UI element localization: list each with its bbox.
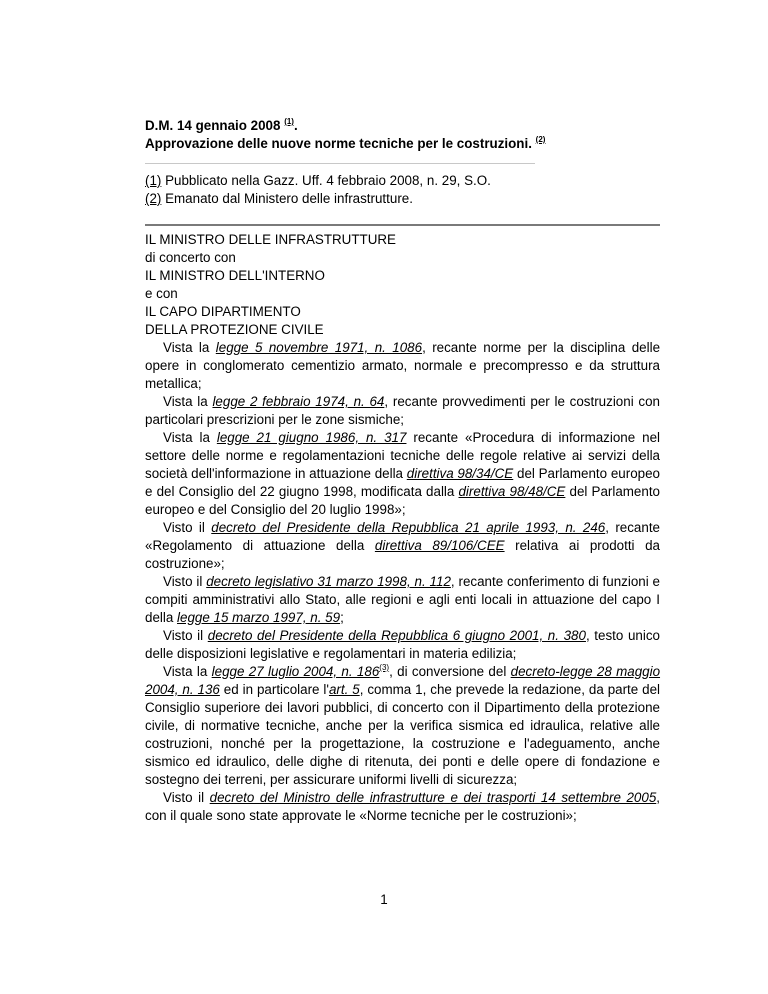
link-direttiva-89-106-cee[interactable]: direttiva 89/106/CEE bbox=[374, 538, 505, 553]
recital-paragraph-3 bbox=[145, 429, 660, 519]
note-1-text: Pubblicato nella Gazz. Uff. 4 febbraio 2008, n. 29, S.O. bbox=[161, 173, 491, 188]
notes-divider bbox=[145, 163, 535, 164]
note-1 bbox=[145, 172, 660, 190]
heading-minister-infrastructure: IL MINISTRO DELLE INFRASTRUTTURE bbox=[145, 232, 396, 247]
recital-4-text-b: , recante «Regolamento di attuazione della bbox=[145, 520, 660, 553]
decree-title-text: D.M. 14 gennaio 2008 bbox=[145, 118, 281, 133]
decree-title-period: . bbox=[293, 118, 298, 133]
heading-and: e con bbox=[145, 286, 178, 301]
link-legge-1997-59[interactable]: legge 15 marzo 1997, n. 59 bbox=[177, 610, 341, 625]
recital-6-text-b: , testo unico delle disposizioni legislative e regolamentari in materia edilizia; bbox=[145, 628, 660, 661]
link-dlgs-1998-112[interactable]: decreto legislativo 31 marzo 1998, n. 112 bbox=[206, 574, 451, 589]
recital-5-text-b: , recante conferimento di funzioni e compiti amministrativi allo Stato, alle regioni e agli enti locali in attuazione del capo I della bbox=[145, 574, 660, 625]
heading-civil-protection: DELLA PROTEZIONE CIVILE bbox=[145, 322, 324, 337]
section-divider bbox=[145, 224, 660, 226]
recital-5-text-a: Visto il bbox=[163, 574, 207, 589]
recital-2-text-a: Vista la bbox=[163, 394, 213, 409]
recital-1-text-a: Vista la bbox=[163, 340, 216, 355]
heading-minister-interior: IL MINISTRO DELL'INTERNO bbox=[145, 268, 325, 283]
decree-subtitle-text: Approvazione delle nuove norme tecniche per le costruzioni. bbox=[145, 136, 532, 151]
recital-3-text-c: del Parlamento europeo e del Consiglio del 22 giugno 1998, modificata dalla bbox=[145, 466, 660, 499]
document-body bbox=[145, 117, 660, 825]
heading-concert: di concerto con bbox=[145, 250, 236, 265]
recital-3-text-d: del Parlamento europeo e del Consiglio del 20 luglio 1998»; bbox=[145, 484, 660, 517]
recital-paragraph-7 bbox=[145, 663, 660, 789]
recital-2-text-b: , recante provvedimenti per le costruzioni con particolari prescrizioni per le zone sismiche; bbox=[145, 394, 661, 427]
recital-paragraph-5 bbox=[145, 573, 660, 627]
link-direttiva-98-34-ce[interactable]: direttiva 98/34/CE bbox=[406, 466, 514, 481]
recital-5-text-c: ; bbox=[340, 610, 344, 625]
recital-8-text-a: Visto il bbox=[163, 790, 210, 805]
recital-6-text-a: Visto il bbox=[163, 628, 208, 643]
note-2-text: Emanato dal Ministero delle infrastrutture. bbox=[161, 191, 413, 206]
footnote-ref-3[interactable]: (3) bbox=[379, 663, 390, 672]
recital-7-text-d: , comma 1, che prevede la redazione, da parte del Consiglio superiore dei lavori pubblici, di concerto con il Dipartimento della protezione civile, di normative tecniche, anche per la verifica sismica ed idraulica, relative alle costruzioni, nonché per la progettazione, la costruzione e l'adeguamento, anche sismico ed idraulico, delle dighe di ritenuta, dei ponti e delle opere di fondazione e sostegno dei terreni, per assicurare uniformi livelli di sicurezza; bbox=[145, 682, 661, 787]
recital-paragraph-1 bbox=[145, 339, 660, 393]
link-dl-2004-136[interactable]: decreto-legge 28 maggio 2004, n. 136 bbox=[145, 664, 661, 697]
heading-department-head: IL CAPO DIPARTIMENTO bbox=[145, 304, 301, 319]
recital-3-text-b: recante «Procedura di informazione nel settore delle norme e regolamentazioni tecniche delle regole relative ai servizi della società dell'informazione in attuazione della bbox=[145, 430, 661, 481]
recital-paragraph-6 bbox=[145, 627, 660, 663]
recital-4-text-a: Visto il bbox=[163, 520, 212, 535]
link-dm-2005-norme-tecniche[interactable]: decreto del Ministro delle infrastrutture e dei trasporti 14 settembre 2005 bbox=[209, 790, 657, 805]
recital-7-text-a: Vista la bbox=[163, 664, 212, 679]
recital-7-text-c: ed in particolare l' bbox=[219, 682, 329, 697]
link-dpr-1993-246[interactable]: decreto del Presidente della Repubblica 21 aprile 1993, n. 246 bbox=[211, 520, 606, 535]
recital-paragraph-8 bbox=[145, 789, 660, 825]
link-legge-1986-317[interactable]: legge 21 giugno 1986, n. 317 bbox=[216, 430, 407, 445]
link-dpr-2001-380[interactable]: decreto del Presidente della Repubblica 6 giugno 2001, n. 380 bbox=[207, 628, 586, 643]
footnote-ref-2[interactable]: (2) bbox=[535, 135, 546, 144]
link-direttiva-98-48-ce[interactable]: direttiva 98/48/CE bbox=[458, 484, 566, 499]
note-1-ref-link[interactable]: (1) bbox=[145, 173, 162, 188]
recital-1-text-b: , recante norme per la disciplina delle opere in conglomerato cementizio armato, normale e precompresso e da struttura metallica; bbox=[145, 340, 661, 391]
link-art-5[interactable]: art. 5 bbox=[328, 682, 360, 697]
note-2-ref-link[interactable]: (2) bbox=[145, 191, 162, 206]
footnote-ref-1[interactable]: (1) bbox=[284, 117, 294, 126]
link-legge-1974-64[interactable]: legge 2 febbraio 1974, n. 64 bbox=[212, 394, 385, 409]
recital-4-text-c: relativa ai prodotti da costruzione»; bbox=[145, 538, 660, 571]
recital-8-text-b: , con il quale sono state approvate le «Norme tecniche per le costruzioni»; bbox=[145, 790, 661, 823]
page-number: 1 bbox=[380, 892, 388, 907]
decree-subtitle bbox=[145, 135, 660, 153]
note-2 bbox=[145, 190, 660, 208]
recital-3-text-a: Vista la bbox=[163, 430, 217, 445]
recital-paragraph-2 bbox=[145, 393, 660, 429]
link-legge-2004-186[interactable]: legge 27 luglio 2004, n. 186 bbox=[211, 664, 380, 679]
link-legge-1971-1086[interactable]: legge 5 novembre 1971, n. 1086 bbox=[215, 340, 423, 355]
recital-7-text-b: , di conversione del bbox=[389, 664, 511, 679]
decree-title bbox=[145, 117, 660, 135]
recital-paragraph-4 bbox=[145, 519, 660, 573]
